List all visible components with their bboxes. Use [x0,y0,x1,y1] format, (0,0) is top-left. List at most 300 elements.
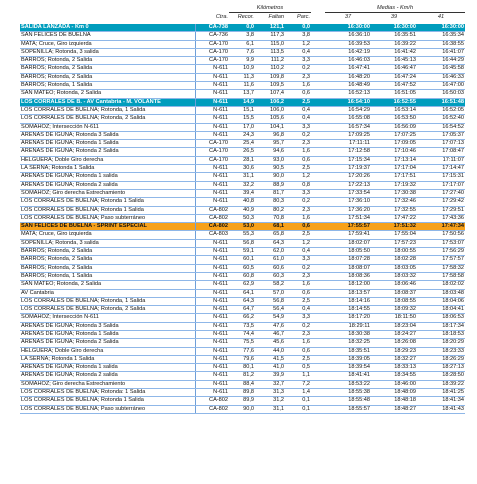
table-row [20,264,465,272]
road-code: N-611 [195,380,229,388]
time-39: 17:09:05 [371,140,417,148]
km-faltan: 45,6 [255,339,285,347]
waypoint-name: SOPENILLA; Rotonda, 3 salida [20,239,195,247]
time-37: 18:35:51 [325,347,371,355]
table-row [20,40,465,48]
time-37: 17:20:26 [325,173,371,181]
time-37: 16:48:20 [325,73,371,81]
km-parcial: 0,4 [285,106,311,114]
road-code: N-611 [195,173,229,181]
km-parcial: 2,3 [285,140,311,148]
time-41: 18:27:13 [417,364,465,372]
time-39: 18:02:28 [371,256,417,264]
table-row [20,24,465,32]
km-faltan: 104,1 [255,123,285,131]
time-39: 18:32:27 [371,355,417,363]
timetable [20,4,465,414]
time-37: 16:47:41 [325,65,371,73]
time-41: 17:50:56 [417,231,465,239]
time-39: 18:26:08 [371,339,417,347]
table-row [20,322,465,330]
time-41: 16:46:33 [417,73,465,81]
table-row [20,140,465,148]
km-faltan: 106,0 [255,106,285,114]
time-37: 18:02:07 [325,239,371,247]
km-faltan: 96,8 [255,131,285,139]
waypoint-name: AV Cantabria [20,289,195,297]
time-41: 16:41:07 [417,48,465,56]
time-41: 16:44:29 [417,57,465,65]
time-39: 18:29:23 [371,347,417,355]
time-37: 18:13:57 [325,289,371,297]
road-code: N-611 [195,98,229,106]
road-code: CA-736 [195,32,229,40]
time-37: 18:39:54 [325,364,371,372]
km-faltan: 41,0 [255,364,285,372]
km-faltan: 94,6 [255,148,285,156]
road-code: N-611 [195,256,229,264]
km-parcial: 2,5 [285,231,311,239]
time-41: 17:56:29 [417,248,465,256]
km-faltan: 47,6 [255,322,285,330]
time-37: 18:14:55 [325,306,371,314]
km-parcial: 1,2 [285,173,311,181]
km-faltan: 31,3 [255,389,285,397]
km-recorridos: 30,6 [229,165,255,173]
km-recorridos: 64,1 [229,289,255,297]
km-parcial: 0,2 [285,198,311,206]
time-37: 18:39:05 [325,355,371,363]
time-37: 18:07:28 [325,256,371,264]
time-39: 18:06:46 [371,281,417,289]
parc-header: Parc. [296,14,311,20]
km-recorridos: 11,6 [229,82,255,90]
km-faltan: 80,3 [255,198,285,206]
road-code: N-611 [195,106,229,114]
table-row [20,198,465,206]
waypoint-name: LOS CORRALES DE BUELNA; Rotonda 1 Salida [20,198,195,206]
km-parcial: 2,3 [285,272,311,280]
time-39: 17:30:38 [371,189,417,197]
time-39: 18:08:55 [371,297,417,305]
km-recorridos: 64,3 [229,297,255,305]
waypoint-name: MATA; Cruce, Giro izquierda [20,231,195,239]
km-recorridos: 40,8 [229,198,255,206]
road-code: N-611 [195,189,229,197]
km-parcial: 0,2 [285,65,311,73]
table-row [20,57,465,65]
waypoint-name: SOMAHOZ; Giro derecha Estrechamiento [20,189,195,197]
km-recorridos: 74,4 [229,330,255,338]
km-parcial: 2,5 [285,98,311,106]
waypoint-name: BARROS; Rotonda, 2 Salida [20,264,195,272]
time-39: 18:09:32 [371,306,417,314]
time-39: 16:47:52 [371,82,417,90]
table-row [20,98,465,106]
table-row [20,397,465,405]
table-row [20,73,465,81]
table-row [20,281,465,289]
km-faltan: 105,6 [255,115,285,123]
time-37: 18:08:07 [325,264,371,272]
km-parcial: 0,4 [285,48,311,56]
table-row [20,82,465,90]
time-41: 18:20:29 [417,339,465,347]
waypoint-name: ARENAS DE IGUÑA; Rotonda 3 Salida [20,131,195,139]
time-37: 17:59:41 [325,231,371,239]
km-recorridos: 80,1 [229,364,255,372]
road-code: CA-170 [195,148,229,156]
km-faltan: 31,1 [255,405,285,413]
km-parcial: 0,6 [285,347,311,355]
time-39: 16:30:00 [371,24,417,32]
road-code: CA-738 [195,24,229,32]
header-row [20,13,465,22]
km-parcial: 1,2 [285,239,311,247]
kilometros-header: Kilómetros [229,4,311,13]
time-39: 16:39:22 [371,40,417,48]
time-41: 17:29:42 [417,198,465,206]
time-39: 17:19:32 [371,181,417,189]
time-41: 17:08:47 [417,148,465,156]
time-41: 17:47:34 [417,223,465,231]
table-row [20,314,465,322]
time-37: 16:42:19 [325,48,371,56]
km-faltan: 60,6 [255,264,285,272]
km-parcial: 0,8 [285,181,311,189]
time-41: 18:23:33 [417,347,465,355]
time-39: 16:47:24 [371,73,417,81]
km-faltan: 115,0 [255,40,285,48]
km-parcial: 0,1 [285,405,311,413]
time-39: 17:47:22 [371,214,417,222]
time-41: 17:58:58 [417,272,465,280]
table-row [20,364,465,372]
time-37: 16:36:10 [325,32,371,40]
km-recorridos: 40,9 [229,206,255,214]
time-39: 18:03:05 [371,264,417,272]
table-row [20,306,465,314]
road-code: N-611 [195,131,229,139]
km-faltan: 62,0 [255,248,285,256]
km-parcial: 1,6 [285,148,311,156]
time-37: 18:55:57 [325,405,371,413]
table-row [20,380,465,388]
road-code: CA-802 [195,214,229,222]
time-41: 16:52:40 [417,115,465,123]
time-41: 16:45:58 [417,65,465,73]
time-41: 18:28:50 [417,372,465,380]
km-faltan: 46,7 [255,330,285,338]
time-37: 16:55:08 [325,115,371,123]
table-row [20,389,465,397]
road-code: CA-170 [195,156,229,164]
road-code: CA-803 [195,231,229,239]
km-parcial: 2,3 [285,73,311,81]
km-faltan: 106,2 [255,98,285,106]
road-code: N-611 [195,73,229,81]
road-code: N-611 [195,82,229,90]
km-parcial: 0,0 [285,24,311,32]
km-parcial: 1,2 [285,40,311,48]
road-code: CA-802 [195,405,229,413]
waypoint-name: ARENAS DE IGUÑA; Rotonda 1 Salida [20,140,195,148]
time-37: 17:11:11 [325,140,371,148]
table-row [20,48,465,56]
table-row [20,372,465,380]
km-parcial: 2,5 [285,297,311,305]
time-41: 17:57:57 [417,256,465,264]
table-row [20,355,465,363]
time-41: 18:41:43 [417,405,465,413]
waypoint-name: ARENAS DE IGUÑA; Rotonda 2 Salida [20,148,195,156]
time-39: 18:08:37 [371,289,417,297]
time-39: 17:17:51 [371,173,417,181]
time-39: 16:45:13 [371,57,417,65]
time-41: 17:11:07 [417,156,465,164]
time-41: 18:03:48 [417,289,465,297]
time-37: 17:55:57 [325,223,371,231]
waypoint-name: LOS CORRALES DE BUELNA; Rotonda, 2 Salida [20,306,195,314]
road-code: N-611 [195,330,229,338]
time-41: 17:07:13 [417,140,465,148]
waypoint-name: ARENAS DE IGUÑA; Rotonda 2 salida [20,372,195,380]
km-recorridos: 28,1 [229,156,255,164]
km-recorridos: 39,4 [229,189,255,197]
waypoint-name: ARENAS DE IGUÑA; Rotonda 2 salida [20,181,195,189]
table-row [20,173,465,181]
km-recorridos: 7,6 [229,48,255,56]
table-row [20,165,465,173]
km-faltan: 39,9 [255,372,285,380]
waypoint-name: LOS CORRALES DE BUELNA; Paso subterráneo [20,405,195,413]
faltan-header: Faltan [268,14,284,20]
time-39: 17:51:32 [371,223,417,231]
km-recorridos: 9,9 [229,57,255,65]
km-recorridos: 77,6 [229,347,255,355]
waypoint-name: HELGUERA; Doble Giro derecha [20,156,195,164]
waypoint-name: MATA; Cruce, Giro izquierda [20,40,195,48]
table-row [20,239,465,247]
waypoint-name: ARENAS DE IGUÑA; Rotonda 1 salida [20,173,195,181]
km-faltan: 81,7 [255,189,285,197]
time-41: 17:17:07 [417,181,465,189]
km-faltan: 65,8 [255,231,285,239]
road-code: N-611 [195,90,229,98]
road-code: N-611 [195,248,229,256]
waypoint-name: SOMAHOZ; Intersección N-611 [20,123,195,131]
road-code: N-611 [195,297,229,305]
time-39: 18:24:27 [371,330,417,338]
time-41: 18:06:53 [417,314,465,322]
km-faltan: 113,5 [255,48,285,56]
waypoint-name: BARROS; Rotonda, 2 Salida [20,73,195,81]
time-39: 18:46:00 [371,380,417,388]
km-parcial: 0,2 [285,322,311,330]
table-row [20,248,465,256]
road-code: N-611 [195,389,229,397]
table-row [20,272,465,280]
km-recorridos: 60,1 [229,256,255,264]
waypoint-name: SAN FELICES DE BUELNA - SPRINT ESPECIAL [20,223,195,231]
km-recorridos: 25,4 [229,140,255,148]
medias-header: Medias - Km/h [325,4,465,13]
km-recorridos: 31,1 [229,173,255,181]
km-recorridos: 3,8 [229,32,255,40]
waypoint-name: LOS CORRALES DE BUELNA; Rotonda, 1 Salida [20,106,195,114]
time-41: 16:38:55 [417,40,465,48]
table-row [20,189,465,197]
km-parcial: 0,6 [285,90,311,98]
road-code: CA-170 [195,48,229,56]
km-recorridos: 14,9 [229,98,255,106]
header-group-row [20,4,465,13]
km-parcial: 0,4 [285,115,311,123]
waypoint-name: LA SERNA; Rotonda 1 Salida [20,165,195,173]
time-37: 17:36:20 [325,206,371,214]
time-39: 17:32:46 [371,198,417,206]
km-recorridos: 62,9 [229,281,255,289]
km-recorridos: 32,2 [229,181,255,189]
time-37: 17:15:34 [325,156,371,164]
time-37: 17:33:54 [325,189,371,197]
km-parcial: 1,4 [285,389,311,397]
km-recorridos: 90,0 [229,405,255,413]
km-faltan: 58,2 [255,281,285,289]
road-code: N-611 [195,181,229,189]
time-41: 16:50:03 [417,90,465,98]
time-39: 17:57:23 [371,239,417,247]
time-39: 18:34:55 [371,372,417,380]
km-faltan: 117,3 [255,32,285,40]
time-41: 17:14:47 [417,165,465,173]
km-faltan: 95,7 [255,140,285,148]
ctra-header: Ctra. [215,13,228,20]
km-faltan: 93,0 [255,156,285,164]
km-recorridos: 17,0 [229,123,255,131]
km-parcial: 2,5 [285,165,311,173]
km-parcial: 0,4 [285,248,311,256]
road-code: CA-170 [195,140,229,148]
road-code: N-611 [195,115,229,123]
km-recorridos: 13,7 [229,90,255,98]
km-recorridos: 11,3 [229,73,255,81]
time-37: 16:48:49 [325,82,371,90]
km-recorridos: 66,2 [229,314,255,322]
table-row [20,297,465,305]
km-parcial: 1,6 [285,214,311,222]
km-faltan: 56,8 [255,297,285,305]
road-code: CA-802 [195,206,229,214]
km-recorridos: 53,0 [229,223,255,231]
road-code: N-611 [195,239,229,247]
time-37: 18:55:48 [325,397,371,405]
waypoint-name: LOS CORRALES DE BUELNA; Rotonda 1 Salida [20,397,195,405]
time-41: 17:27:40 [417,189,465,197]
time-39: 16:53:50 [371,115,417,123]
waypoint-name: LOS CORRALES DE B. - AV Cantabria - M. VOLANTE [20,98,195,106]
km-recorridos: 26,5 [229,148,255,156]
km-recorridos: 73,5 [229,322,255,330]
waypoint-name: SOPENILLA; Rotonda, 3 salida [20,48,195,56]
km-faltan: 107,4 [255,90,285,98]
waypoint-name: SAN MATEO; Rotonda, 2 Salida [20,90,195,98]
time-41: 17:15:31 [417,173,465,181]
km-faltan: 44,0 [255,347,285,355]
road-code: N-611 [195,355,229,363]
table-row [20,148,465,156]
time-37: 17:51:34 [325,214,371,222]
km-recorridos: 79,6 [229,355,255,363]
km-recorridos: 75,5 [229,339,255,347]
km-recorridos: 60,8 [229,272,255,280]
km-recorridos: 59,1 [229,248,255,256]
km-recorridos: 55,3 [229,231,255,239]
waypoint-name: LOS CORRALES DE BUELNA; Rotonda, 2 Salida [20,115,195,123]
road-code: N-611 [195,165,229,173]
km-faltan: 41,5 [255,355,285,363]
km-faltan: 109,8 [255,73,285,81]
time-37: 17:19:37 [325,165,371,173]
time-39: 16:41:42 [371,48,417,56]
time-39: 16:52:55 [371,98,417,106]
waypoint-name: LOS CORRALES DE BUELNA; Rotonda, 1 Salida [20,297,195,305]
time-37: 18:55:38 [325,389,371,397]
road-code: CA-170 [195,57,229,65]
speed-39-header: 39 [390,14,398,20]
table-row [20,156,465,164]
time-41: 18:41:34 [417,397,465,405]
speed-37-header: 37 [344,14,352,20]
km-parcial: 3,3 [285,314,311,322]
time-37: 18:12:00 [325,281,371,289]
km-recorridos: 0,0 [229,24,255,32]
km-recorridos: 24,3 [229,131,255,139]
time-37: 18:14:16 [325,297,371,305]
km-faltan: 110,2 [255,65,285,73]
table-row [20,231,465,239]
time-39: 18:23:04 [371,322,417,330]
km-parcial: 3,3 [285,189,311,197]
time-41: 18:02:02 [417,281,465,289]
km-faltan: 61,0 [255,256,285,264]
km-faltan: 64,3 [255,239,285,247]
km-recorridos: 81,2 [229,372,255,380]
table-row [20,206,465,214]
waypoint-name: BARROS; Rotonda, 2 Salida [20,256,195,264]
waypoint-name: BARROS; Rotonda, 2 Salida [20,248,195,256]
km-faltan: 80,2 [255,206,285,214]
time-41: 17:29:51 [417,206,465,214]
table-row [20,32,465,40]
road-code: N-611 [195,322,229,330]
time-37: 18:53:22 [325,380,371,388]
time-41: 18:04:41 [417,306,465,314]
time-39: 17:10:46 [371,148,417,156]
km-faltan: 56,4 [255,306,285,314]
road-code: N-611 [195,364,229,372]
km-parcial: 0,4 [285,306,311,314]
table-row [20,131,465,139]
km-parcial: 1,1 [285,372,311,380]
table-row [20,405,465,413]
waypoint-name: SALIDA LANZADA - Km 0 [20,24,195,32]
waypoint-name: ARENAS DE IGUÑA; Rotonda 3 Salida [20,322,195,330]
time-41: 16:52:05 [417,106,465,114]
table-row [20,65,465,73]
km-parcial: 2,5 [285,355,311,363]
time-39: 17:17:04 [371,165,417,173]
